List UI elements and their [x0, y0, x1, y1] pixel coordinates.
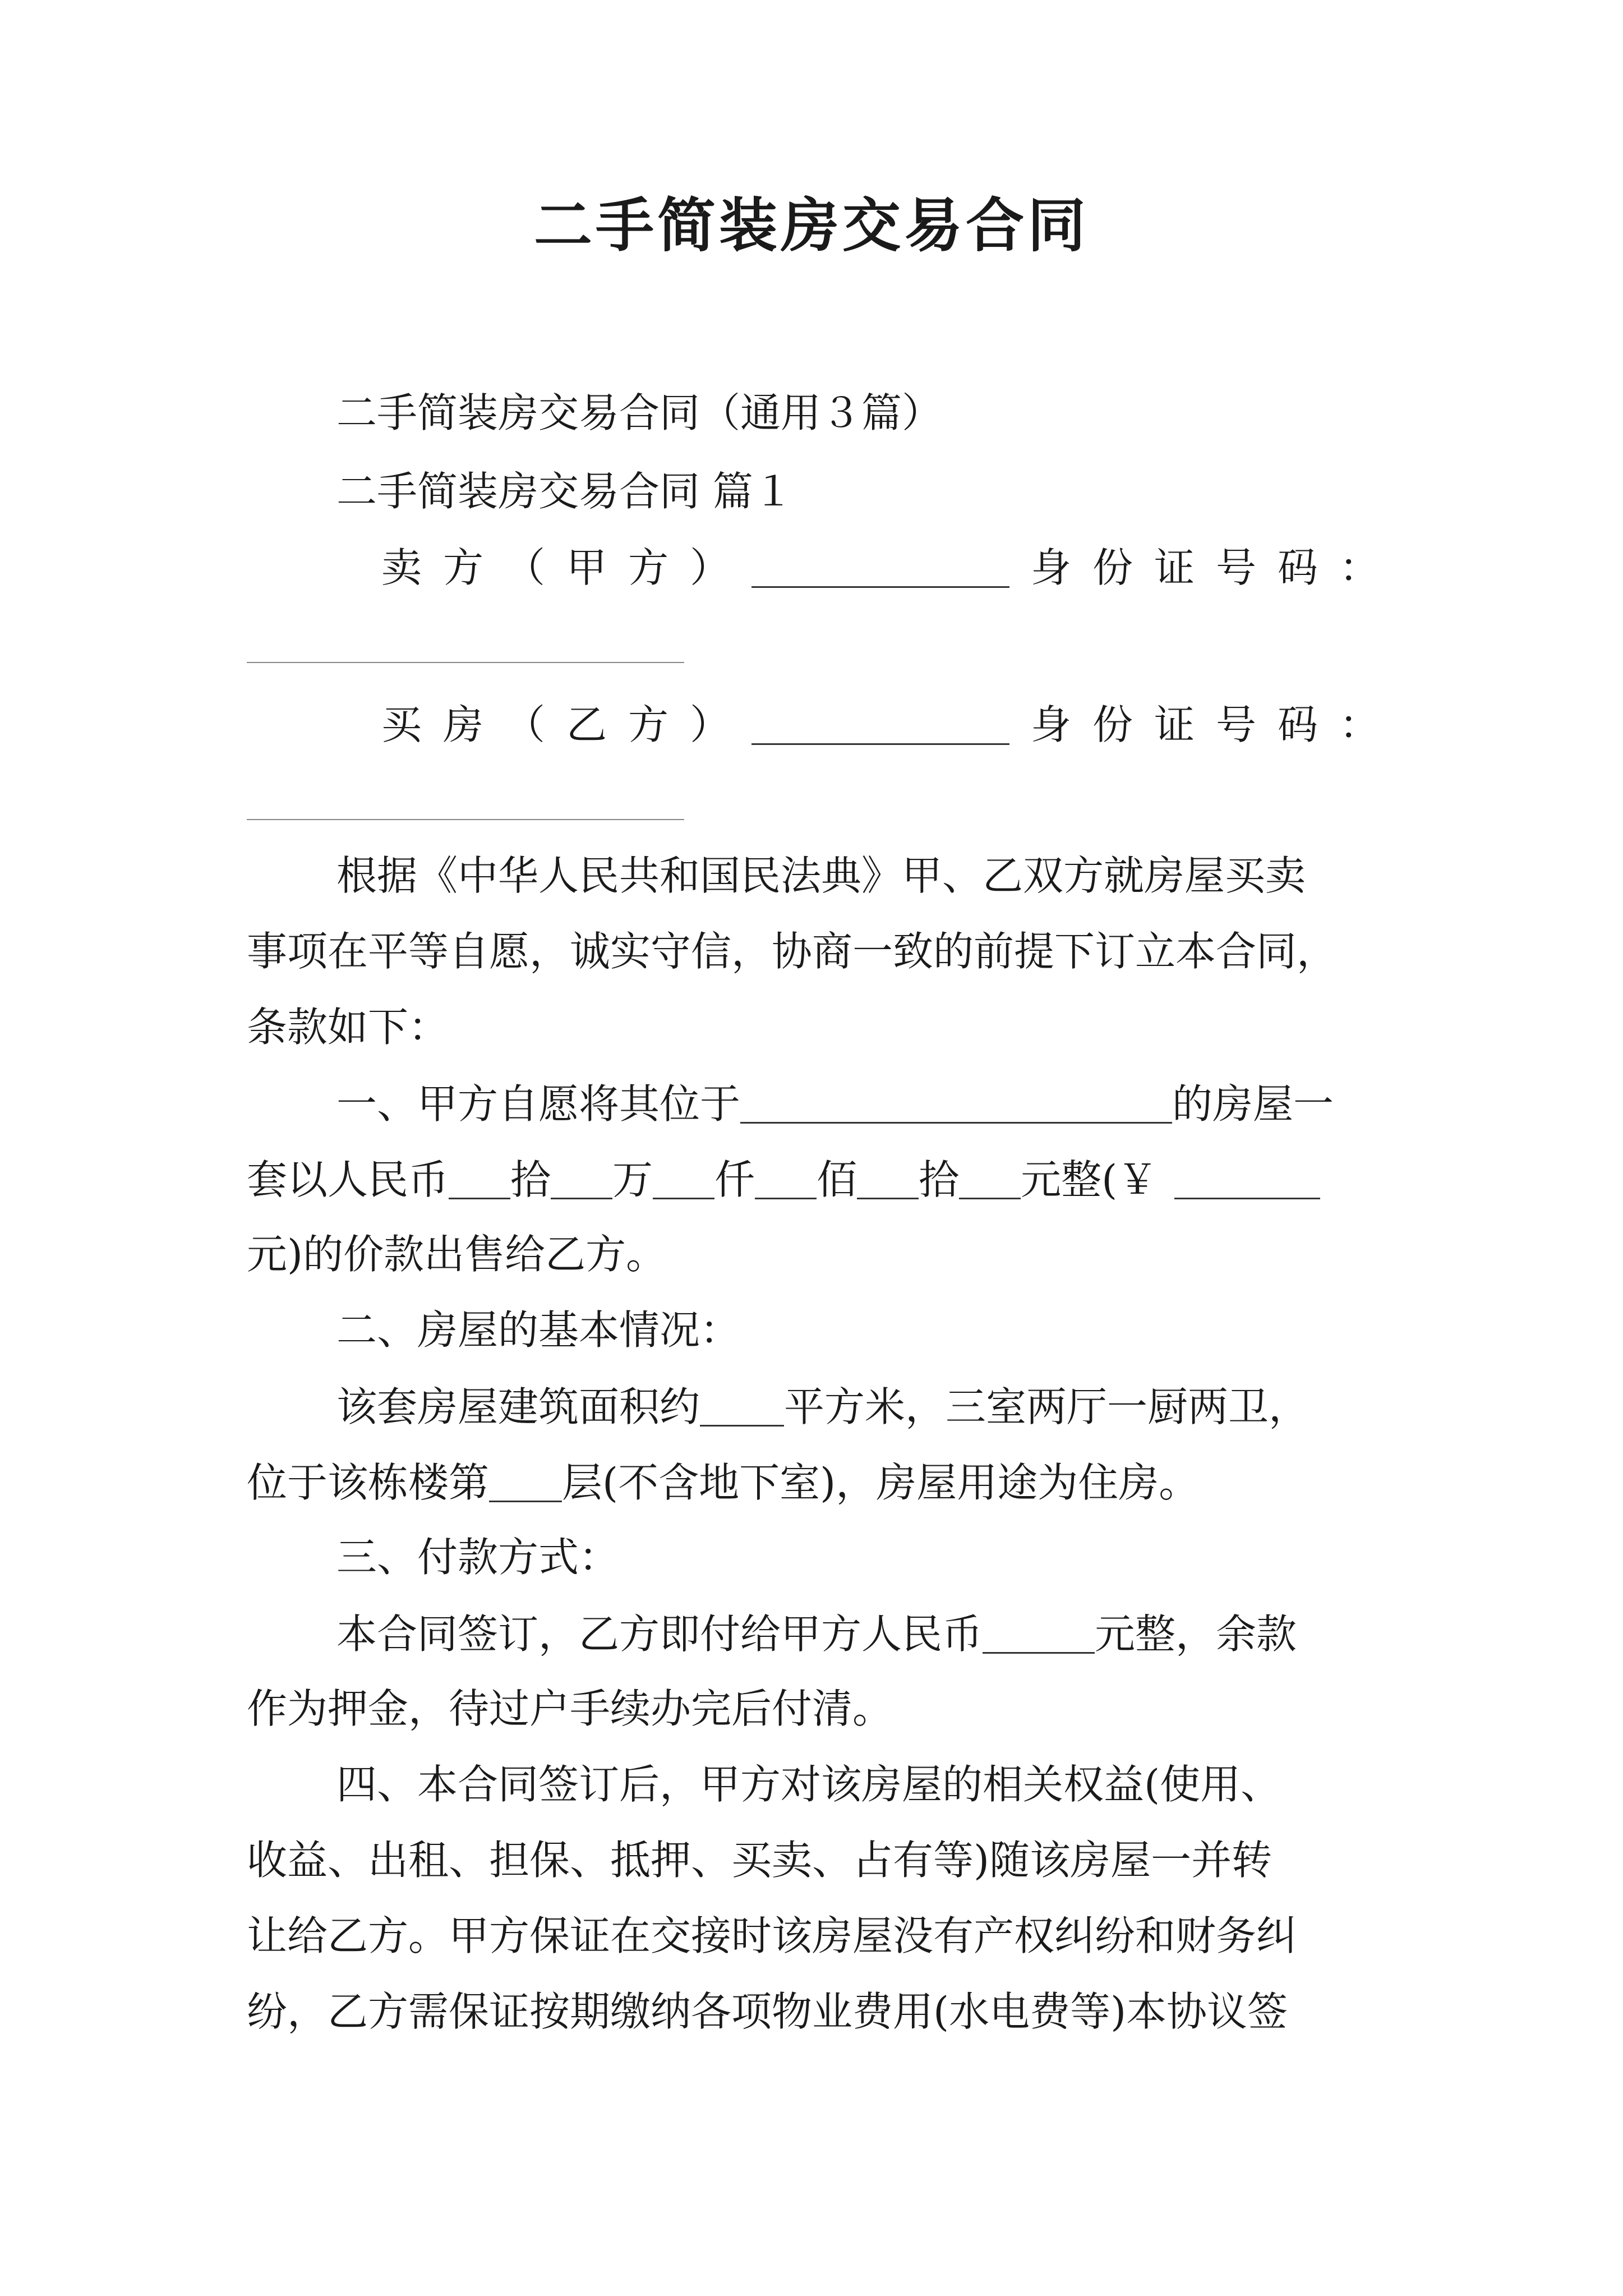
- clause-4-line-3: 让给乙方。甲方保证在交接时该房屋没有产权纠纷和财务纠: [247, 1912, 1297, 1959]
- buyer-id-char: 身: [1030, 701, 1071, 748]
- seller-line: [381, 544, 1380, 591]
- seller-char: ）: [690, 544, 731, 591]
- clause-1-text: 元整(￥: [1021, 1156, 1158, 1203]
- clause-1-text: 套以人民币: [247, 1156, 449, 1203]
- seller-id-char: 身: [1030, 544, 1071, 591]
- buyer-line: [381, 701, 1380, 748]
- document-title: 二手简装房交易合同: [533, 191, 1089, 260]
- buyer-id-char: 份: [1092, 701, 1133, 748]
- seller-char: （: [505, 544, 546, 591]
- clause-2-heading: 二、房屋的基本情况：: [336, 1306, 741, 1354]
- clause-3-line-2: 作为押金，待过户手续办完后付清。: [247, 1685, 893, 1732]
- buyer-id-blank: [247, 819, 684, 820]
- seller-char: 方: [443, 544, 484, 591]
- seller-id-char: 号: [1215, 544, 1256, 591]
- clause-4-line-4: 纷，乙方需保证按期缴纳各项物业费用(水电费等)本协议签: [247, 1988, 1288, 2035]
- clause-2-text: 该套房屋建筑面积约: [336, 1383, 700, 1430]
- price-blank: [449, 1158, 510, 1199]
- clause-2-text: 层(不含地下室)，房屋用途为住房。: [562, 1459, 1200, 1506]
- buyer-name-blank: [751, 704, 1009, 745]
- price-blank: [551, 1158, 612, 1199]
- buyer-char: 乙: [566, 701, 607, 748]
- document-subtitle: 二手简装房交易合同（通用３篇）: [336, 389, 943, 436]
- seller-name-blank: [751, 547, 1009, 588]
- clause-1-line-1: [336, 1080, 1380, 1128]
- clause-1-text: 拾: [919, 1156, 960, 1203]
- buyer-id-char: ：: [1339, 701, 1380, 748]
- buyer-char: 买: [381, 701, 422, 748]
- clause-4-line-1: 四、本合同签订后，甲方对该房屋的相关权益(使用、: [336, 1761, 1281, 1808]
- seller-char: 方: [628, 544, 669, 591]
- intro-line-1: 根据《中华人民共和国民法典》甲、乙双方就房屋买卖: [336, 852, 1306, 899]
- seller-id-char: 证: [1154, 544, 1195, 591]
- seller-id-blank: [247, 662, 684, 663]
- buyer-char: 房: [443, 701, 484, 748]
- clause-1-text: 一、甲方自愿将其位于: [336, 1080, 741, 1128]
- price-blank: [653, 1158, 714, 1199]
- seller-id-char: 码: [1277, 544, 1318, 591]
- clause-1-text: 拾: [510, 1156, 551, 1203]
- clause-3-text: 元整，余款: [1095, 1611, 1297, 1658]
- seller-char: 卖: [381, 544, 422, 591]
- clause-4-line-2: 收益、出租、担保、抵押、买卖、占有等)随该房屋一并转: [247, 1837, 1272, 1884]
- clause-1-line-2: [247, 1156, 1380, 1203]
- buyer-char: ）: [690, 701, 731, 748]
- price-number-blank: [1174, 1158, 1320, 1199]
- price-blank: [857, 1158, 919, 1199]
- clause-3-line-1: [336, 1611, 1380, 1658]
- buyer-char: （: [505, 701, 546, 748]
- floor-blank: [489, 1461, 562, 1502]
- clause-1-text: 万: [612, 1156, 653, 1203]
- area-blank: [700, 1386, 784, 1427]
- buyer-id-char: 号: [1215, 701, 1256, 748]
- clause-2-text: 位于该栋楼第: [247, 1459, 490, 1506]
- address-blank: [740, 1083, 1172, 1124]
- seller-char: 甲: [566, 544, 607, 591]
- seller-id-char: 份: [1092, 544, 1133, 591]
- clause-1-text: 的房屋一: [1172, 1080, 1334, 1128]
- clause-3-text: 本合同签订，乙方即付给甲方人民币: [336, 1611, 983, 1658]
- intro-line-3: 条款如下：: [247, 1004, 449, 1051]
- intro-line-2: 事项在平等自愿，诚实守信，协商一致的前提下订立本合同，: [247, 928, 1338, 975]
- buyer-char: 方: [628, 701, 669, 748]
- deposit-blank: [983, 1613, 1095, 1654]
- clause-2-text: 平方米，三室两厅一厨两卫，: [784, 1383, 1310, 1430]
- buyer-id-char: 证: [1154, 701, 1195, 748]
- clause-2-line-2: [247, 1459, 1380, 1506]
- price-blank: [959, 1158, 1021, 1199]
- clause-2-line-1: [336, 1383, 1380, 1430]
- buyer-id-char: 码: [1277, 701, 1318, 748]
- clause-1-text: 仟: [714, 1156, 755, 1203]
- seller-id-char: ：: [1339, 544, 1380, 591]
- clause-1-text: 佰: [817, 1156, 857, 1203]
- section-heading: 二手简装房交易合同 篇１: [336, 468, 794, 515]
- price-blank: [755, 1158, 817, 1199]
- clause-1-line-3: 元)的价款出售给乙方。: [247, 1231, 667, 1278]
- clause-3-heading: 三、付款方式：: [336, 1534, 620, 1581]
